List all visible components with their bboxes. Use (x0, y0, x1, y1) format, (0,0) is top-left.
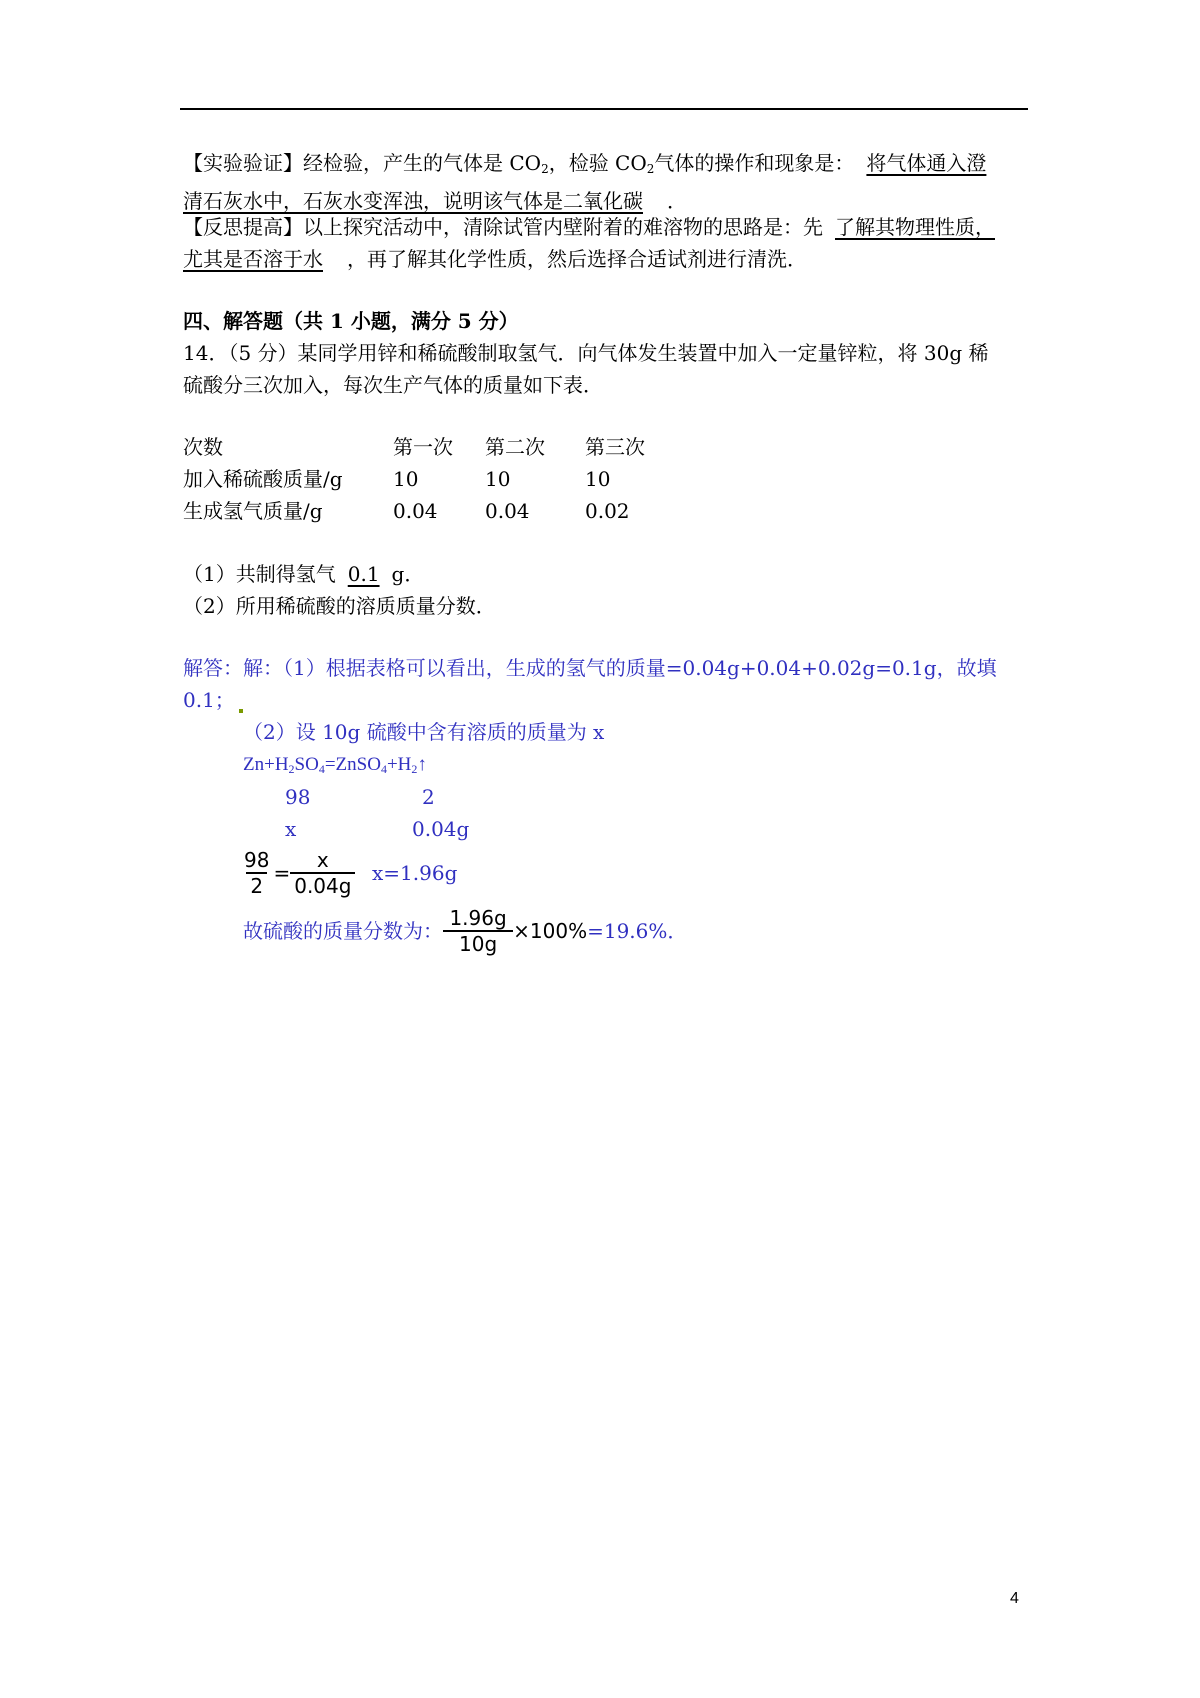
header-rule (180, 108, 1028, 110)
sub-question-1: （1）共制得氢气 0.1 g． (183, 562, 425, 586)
question-14: 14．（5 分）某同学用锌和稀硫酸制取氢气．向气体发生装置中加入一定量锌粒，将 30g 稀 硫酸分三次加入，每次生产气体的质量如下表． (183, 341, 989, 397)
solution-line-1: 解答：解：（1）根据表格可以看出，生成的氢气的质量=0.04g+0.04+0.02g=0.1g，故填 0.1； (183, 656, 997, 712)
page-number: 4 (1010, 1590, 1019, 1607)
table-row: 加入稀硫酸质量/g 10 10 10 (183, 467, 611, 491)
sub-question-1-answer: 0.1 (347, 562, 380, 586)
solution-line-2: （2）设 10g 硫酸中含有溶质的质量为 x (243, 720, 605, 744)
hydrogen-mass: 0.04g (412, 817, 470, 841)
section-title: 四、解答题（共 1 小题，满分 5 分） (183, 309, 519, 333)
table-header-row: 次数 第一次 第二次 第三次 (183, 435, 645, 459)
proportion-equation: $\frac{98}{2}$ = $\frac{x}{0.04g}$ (240, 848, 355, 898)
unknown-x: x (285, 817, 297, 841)
sub-question-2: （2）所用稀硫酸的溶质质量分数． (183, 594, 496, 618)
chemical-equation: $Zn+H_2SO_4=ZnSO_4+H_2↑$ (243, 754, 427, 776)
final-answer: 故硫酸的质量分数为： $\frac{1.96g}{10g}$ ×100%=19.6%． (243, 906, 688, 956)
data-table (183, 431, 685, 527)
marker-dot (239, 709, 243, 713)
table-row: 生成氢气质量/g 0.04 0.04 0.02 (183, 499, 630, 523)
reflection-paragraph: 【反思提高】以上探究活动中，清除试管内壁附着的难溶物的思路是：先 了解其物理性质， 尤其是否溶于水 ，再了解其化学性质，然后选择合适试剂进行清洗． (183, 215, 995, 271)
x-result: x=1.96g (372, 861, 458, 885)
molar-mass-2: 2 (422, 785, 435, 809)
reflection-answer-cont: 尤其是否溶于水 (183, 247, 323, 271)
reflection-label: 【反思提高】 (183, 215, 303, 239)
reflection-answer: 了解其物理性质， (835, 215, 995, 239)
fraction-98-over-2: $\frac{98}{2}$ (244, 848, 270, 898)
experiment-label: 【实验验证】 (183, 151, 303, 175)
experiment-answer-cont: 清石灰水中，石灰水变浑浊，说明该气体是二氧化碳 (183, 189, 643, 213)
sub-questions (183, 558, 1028, 622)
fraction-196-over-10: $\frac{1.96g}{10g}$ (443, 906, 513, 956)
fraction-x-over-004: $\frac{x}{0.04g}$ (290, 848, 355, 898)
molar-mass-98: 98 (285, 785, 311, 809)
experiment-paragraph: 【实验验证】经检验，产生的气体是 $CO_2$，检验 $CO_2$气体的操作和现象是： 将气体通入澄 清石灰水中，石灰水变浑浊，说明该气体是二氧化碳 ． (183, 151, 987, 213)
experiment-answer: 将气体通入澄 (866, 151, 987, 175)
